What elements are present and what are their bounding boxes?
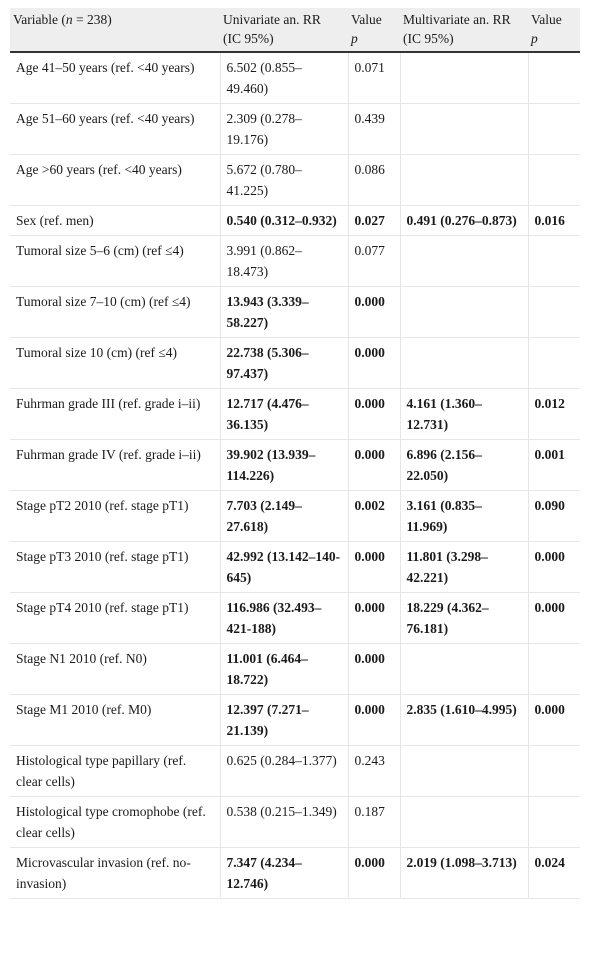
table-row (10, 695, 580, 746)
cell-univariate-rr: 12.717 (4.476–36.135) (220, 389, 348, 440)
cell-multivariate-p: 0.000 (528, 542, 580, 593)
cell-variable: Tumoral size 5–6 (cm) (ref ≤4) (10, 236, 220, 287)
cell-multivariate-rr (400, 236, 528, 287)
cell-univariate-p: 0.000 (348, 287, 400, 338)
cell-multivariate-rr: 11.801 (3.298–42.221) (400, 542, 528, 593)
cell-univariate-p: 0.000 (348, 848, 400, 899)
table-header (10, 8, 580, 52)
cell-variable: Sex (ref. men) (10, 206, 220, 236)
regression-table (10, 8, 580, 899)
table-row (10, 52, 580, 104)
table-row (10, 797, 580, 848)
cell-univariate-p: 0.243 (348, 746, 400, 797)
cell-variable: Stage M1 2010 (ref. M0) (10, 695, 220, 746)
cell-multivariate-p: 0.016 (528, 206, 580, 236)
table-row (10, 542, 580, 593)
cell-multivariate-rr: 18.229 (4.362–76.181) (400, 593, 528, 644)
cell-univariate-rr: 12.397 (7.271–21.139) (220, 695, 348, 746)
cell-univariate-rr: 39.902 (13.939–114.226) (220, 440, 348, 491)
table-row (10, 593, 580, 644)
cell-multivariate-p (528, 746, 580, 797)
cell-univariate-p: 0.000 (348, 593, 400, 644)
cell-variable: Fuhrman grade III (ref. grade i–ii) (10, 389, 220, 440)
cell-univariate-rr: 5.672 (0.780–41.225) (220, 155, 348, 206)
cell-multivariate-p (528, 52, 580, 104)
cell-univariate-rr: 7.347 (4.234–12.746) (220, 848, 348, 899)
cell-multivariate-rr: 6.896 (2.156–22.050) (400, 440, 528, 491)
cell-variable: Age >60 years (ref. <40 years) (10, 155, 220, 206)
cell-variable: Age 51–60 years (ref. <40 years) (10, 104, 220, 155)
cell-univariate-p: 0.439 (348, 104, 400, 155)
table-row (10, 287, 580, 338)
cell-variable: Stage N1 2010 (ref. N0) (10, 644, 220, 695)
cell-multivariate-p: 0.090 (528, 491, 580, 542)
table-row (10, 644, 580, 695)
cell-multivariate-p (528, 155, 580, 206)
cell-univariate-p: 0.027 (348, 206, 400, 236)
cell-variable: Stage pT3 2010 (ref. stage pT1) (10, 542, 220, 593)
cell-variable: Histological type papillary (ref. clear cells) (10, 746, 220, 797)
cell-multivariate-rr: 0.491 (0.276–0.873) (400, 206, 528, 236)
cell-multivariate-rr (400, 338, 528, 389)
cell-univariate-p: 0.000 (348, 338, 400, 389)
cell-multivariate-p: 0.012 (528, 389, 580, 440)
table-row (10, 491, 580, 542)
cell-univariate-p: 0.000 (348, 695, 400, 746)
table-row (10, 746, 580, 797)
cell-multivariate-p (528, 236, 580, 287)
table-body (10, 52, 580, 899)
cell-multivariate-rr (400, 155, 528, 206)
cell-univariate-rr: 11.001 (6.464–18.722) (220, 644, 348, 695)
cell-univariate-p: 0.000 (348, 389, 400, 440)
header-multivariate: Multivariate an. RR (IC 95%) (400, 8, 528, 52)
table-row (10, 206, 580, 236)
cell-univariate-p: 0.002 (348, 491, 400, 542)
cell-univariate-rr: 0.540 (0.312–0.932) (220, 206, 348, 236)
cell-variable: Age 41–50 years (ref. <40 years) (10, 52, 220, 104)
cell-univariate-p: 0.187 (348, 797, 400, 848)
header-univariate: Univariate an. RR (IC 95%) (220, 8, 348, 52)
cell-variable: Tumoral size 7–10 (cm) (ref ≤4) (10, 287, 220, 338)
table-row (10, 440, 580, 491)
cell-univariate-p: 0.086 (348, 155, 400, 206)
cell-univariate-p: 0.000 (348, 644, 400, 695)
cell-variable: Fuhrman grade IV (ref. grade i–ii) (10, 440, 220, 491)
cell-multivariate-rr: 2.019 (1.098–3.713) (400, 848, 528, 899)
cell-multivariate-rr (400, 797, 528, 848)
table-row (10, 389, 580, 440)
cell-multivariate-rr (400, 287, 528, 338)
header-variable: Variable (n = 238) (10, 8, 220, 52)
cell-multivariate-p (528, 338, 580, 389)
cell-multivariate-rr (400, 746, 528, 797)
table-row (10, 848, 580, 899)
cell-multivariate-rr: 4.161 (1.360–12.731) (400, 389, 528, 440)
cell-multivariate-p: 0.000 (528, 695, 580, 746)
cell-univariate-rr: 6.502 (0.855–49.460) (220, 52, 348, 104)
header-value-p-multivariate: Value p (528, 8, 580, 52)
cell-multivariate-rr (400, 644, 528, 695)
cell-multivariate-rr (400, 52, 528, 104)
cell-multivariate-rr: 3.161 (0.835–11.969) (400, 491, 528, 542)
cell-multivariate-p: 0.000 (528, 593, 580, 644)
cell-multivariate-rr (400, 104, 528, 155)
table-row (10, 155, 580, 206)
header-row (10, 8, 580, 52)
header-value-p-univariate: Value p (348, 8, 400, 52)
cell-univariate-rr: 116.986 (32.493–421-188) (220, 593, 348, 644)
cell-variable: Stage pT2 2010 (ref. stage pT1) (10, 491, 220, 542)
cell-multivariate-p (528, 644, 580, 695)
cell-multivariate-p: 0.024 (528, 848, 580, 899)
cell-univariate-rr: 0.538 (0.215–1.349) (220, 797, 348, 848)
cell-univariate-rr: 3.991 (0.862–18.473) (220, 236, 348, 287)
table-row (10, 236, 580, 287)
table-row (10, 104, 580, 155)
cell-univariate-p: 0.000 (348, 542, 400, 593)
cell-variable: Histological type cromophobe (ref. clear cells) (10, 797, 220, 848)
cell-multivariate-p: 0.001 (528, 440, 580, 491)
cell-univariate-p: 0.077 (348, 236, 400, 287)
cell-multivariate-p (528, 287, 580, 338)
cell-variable: Tumoral size 10 (cm) (ref ≤4) (10, 338, 220, 389)
cell-univariate-rr: 0.625 (0.284–1.377) (220, 746, 348, 797)
cell-univariate-rr: 2.309 (0.278–19.176) (220, 104, 348, 155)
cell-univariate-rr: 42.992 (13.142–140-645) (220, 542, 348, 593)
cell-univariate-rr: 22.738 (5.306–97.437) (220, 338, 348, 389)
cell-univariate-p: 0.000 (348, 440, 400, 491)
cell-univariate-p: 0.071 (348, 52, 400, 104)
cell-variable: Microvascular invasion (ref. no-invasion) (10, 848, 220, 899)
cell-variable: Stage pT4 2010 (ref. stage pT1) (10, 593, 220, 644)
cell-univariate-rr: 13.943 (3.339–58.227) (220, 287, 348, 338)
cell-multivariate-p (528, 797, 580, 848)
table-row (10, 338, 580, 389)
cell-multivariate-p (528, 104, 580, 155)
cell-univariate-rr: 7.703 (2.149–27.618) (220, 491, 348, 542)
cell-multivariate-rr: 2.835 (1.610–4.995) (400, 695, 528, 746)
